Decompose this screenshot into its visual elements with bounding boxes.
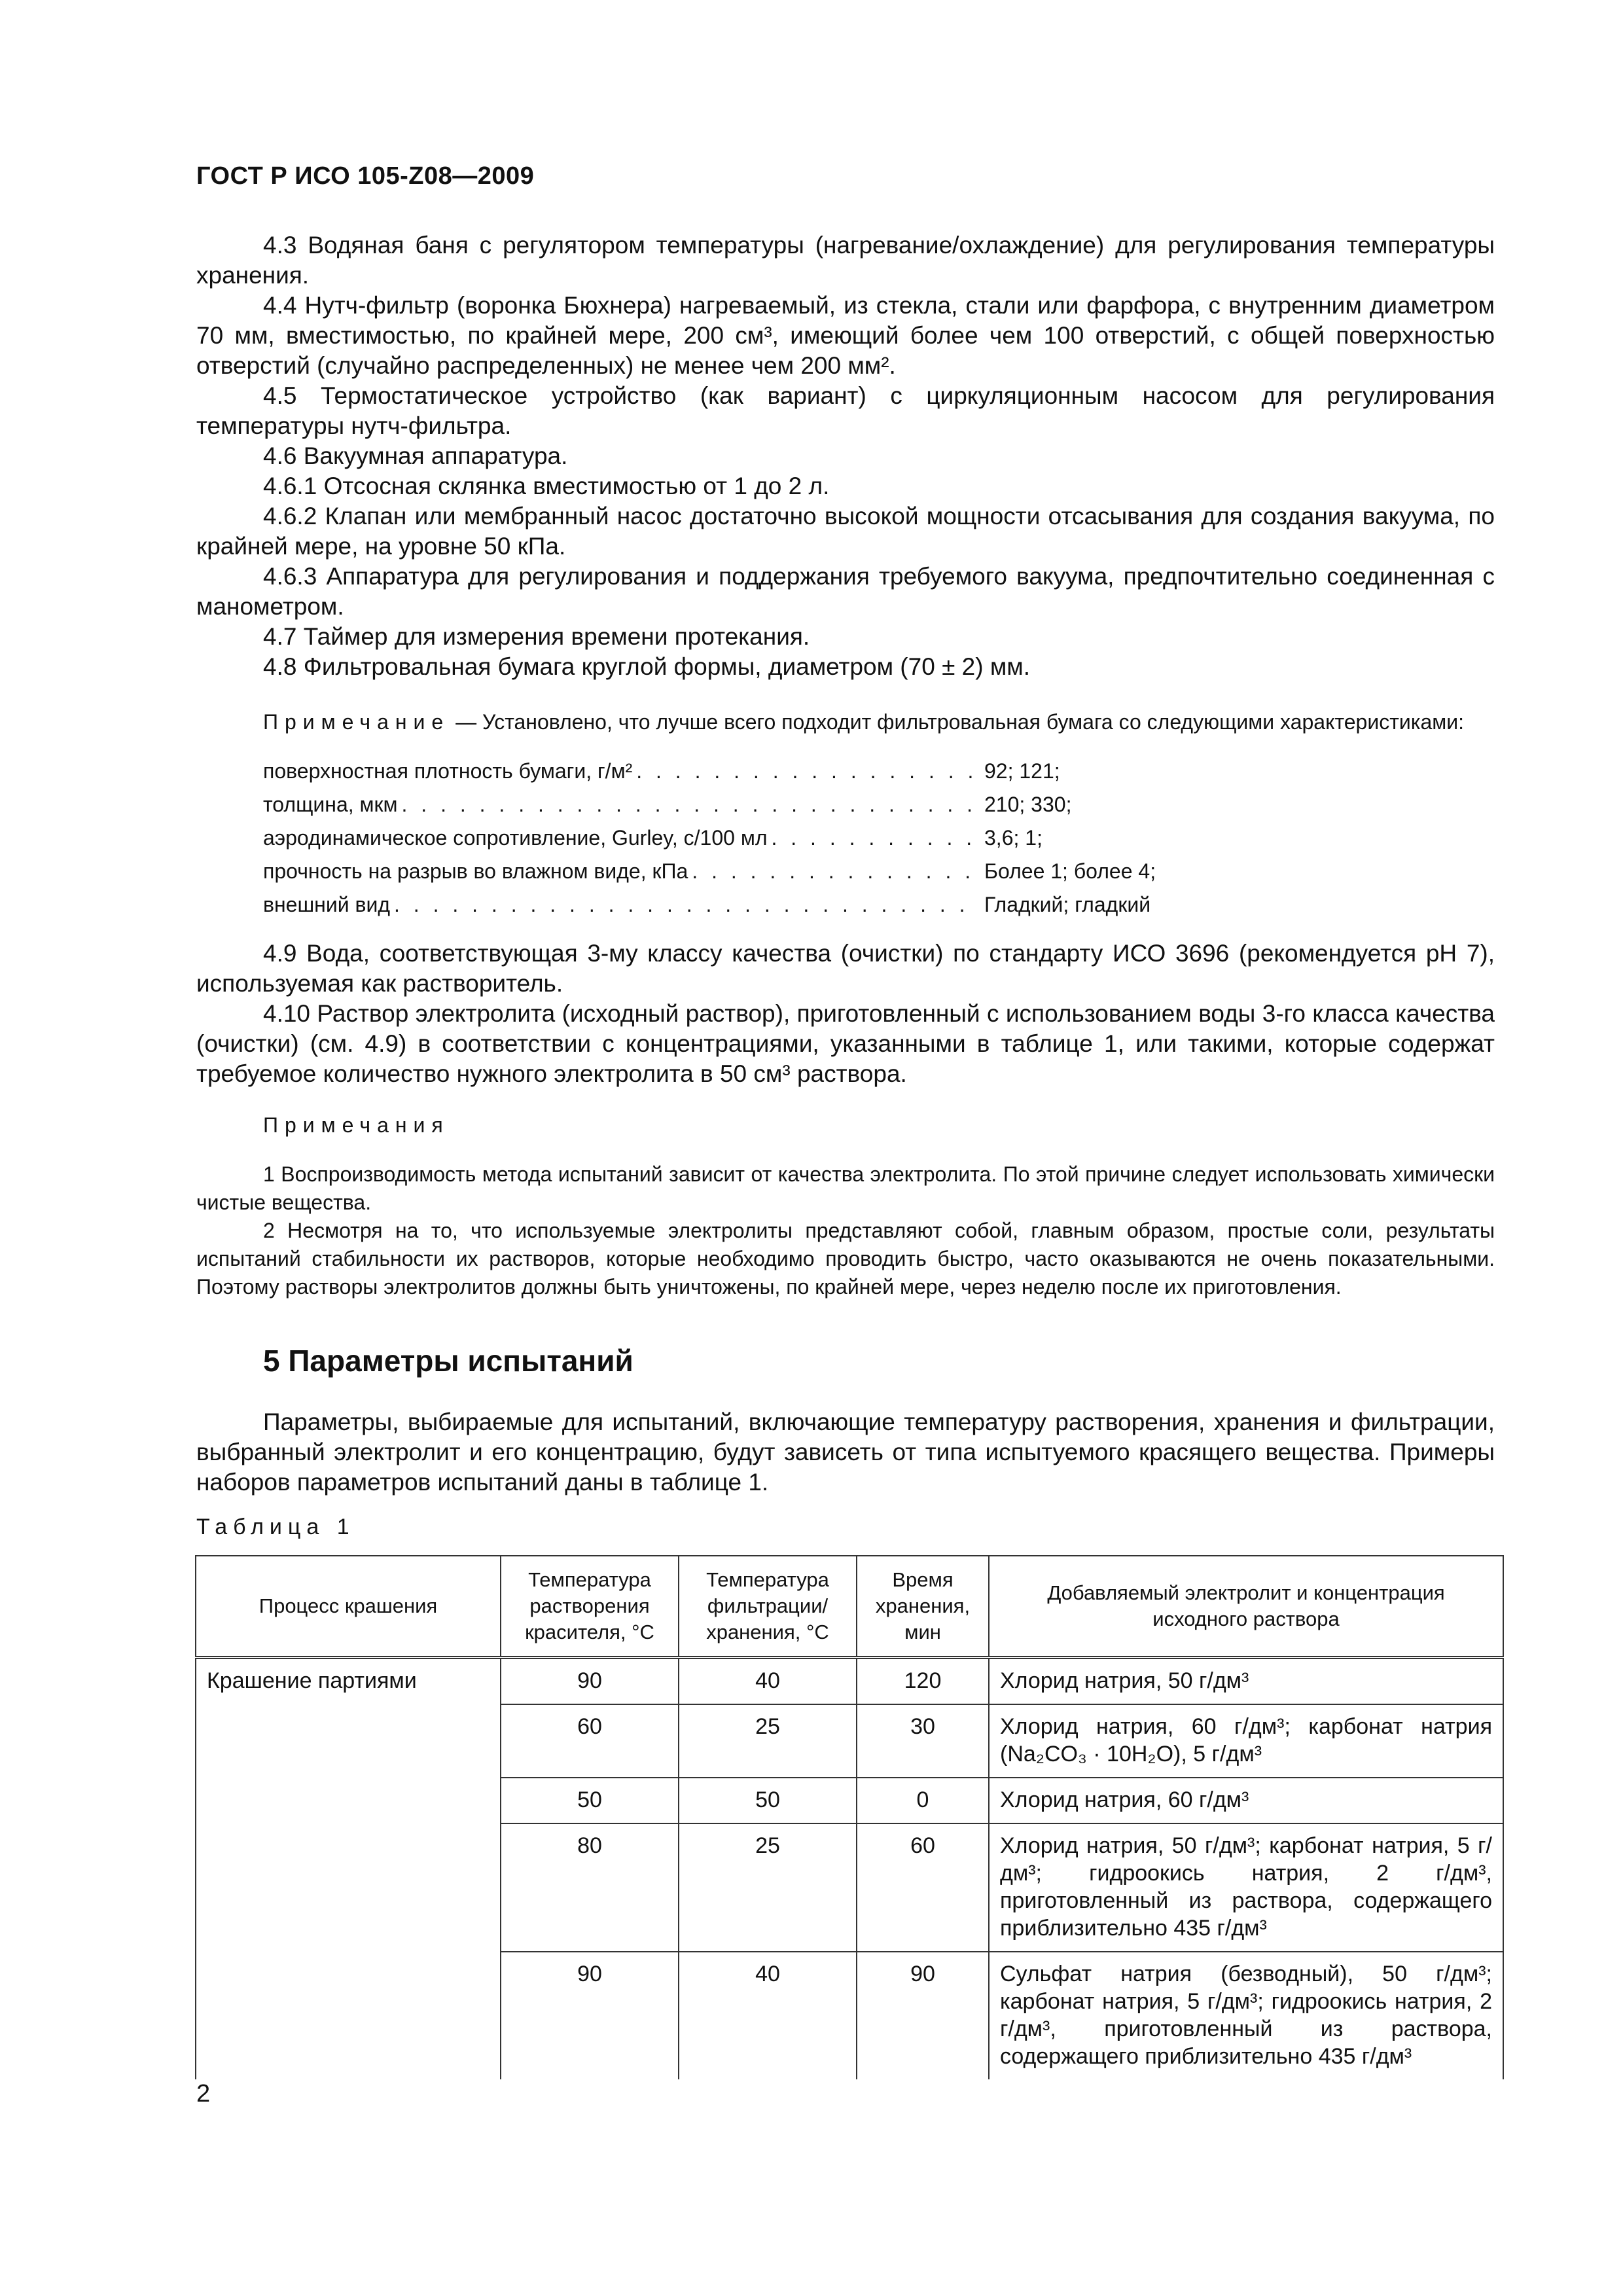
characteristic-row [263,824,1495,857]
paragraph-4-6-3: 4.6.3 Аппаратура для регулирования и поддержания требуемого вакуума, предпочтительно соединенная с манометром. [196,563,1495,620]
cell-filter-temp: 25 [679,1704,857,1778]
cell-storage-time: 0 [857,1778,989,1823]
cell-storage-time: 90 [857,1952,989,2079]
characteristic-value: Более 1; более 4; [984,859,1156,883]
cell-filter-temp: 50 [679,1778,857,1823]
cell-dissolve-temp: 60 [501,1704,679,1778]
header-electrolyte: Добавляемый электролит и концентрация исходного раствора [989,1556,1503,1658]
cell-electrolyte: Хлорид натрия, 60 г/дм³ [989,1778,1503,1823]
characteristic-label: внешний вид [263,893,390,916]
paragraph-4-6: 4.6 Вакуумная аппаратура. [263,442,568,469]
characteristic-label: прочность на разрыв во влажном виде, кПа [263,859,688,883]
characteristic-row [263,791,1495,824]
characteristic-label: поверхностная плотность бумаги, г/м² [263,759,633,783]
characteristic-value: 210; 330; [984,793,1072,816]
note-text [196,708,1495,736]
cell-process: Крашение партиями [196,1658,501,2080]
cell-dissolve-temp: 90 [501,1952,679,2079]
cell-electrolyte: Хлорид натрия, 50 г/дм³; карбонат натрия, 5 г/дм³; гидроокись натрия, 2 г/дм³, приготовленный из раствора, содержащего приблизительно 435 г/дм³ [989,1823,1503,1952]
paragraph-4-10: 4.10 Раствор электролита (исходный раствор), приготовленный с использованием воды 3-го класса качества (очистки) (см. 4.9) в соответствии с концентрациями, указанными в таблице 1, или такими, которые содержат требуемое количество нужного электролита в 50 см³ раствора. [196,1000,1495,1087]
paragraph-4-8: 4.8 Фильтровальная бумага круглой формы, диаметром (70 ± 2) мм. [263,653,1030,680]
cell-storage-time: 60 [857,1823,989,1952]
characteristic-value: 92; 121; [984,759,1060,783]
note-filter-paper [196,708,1495,924]
note-label: Примечание [263,710,450,734]
cell-electrolyte: Хлорид натрия, 50 г/дм³ [989,1658,1503,1705]
cell-dissolve-temp: 50 [501,1778,679,1823]
section-5-text: Параметры, выбираемые для испытаний, включающие температуру растворения, хранения и фильтрации, выбранный электролит и его концентрацию, будут зависеть от типа испытуемого красящего вещества. Примеры наборов параметров испытаний даны в таблице 1. [196,1408,1495,1496]
header-process: Процесс крашения [196,1556,501,1658]
cell-filter-temp: 40 [679,1952,857,2079]
cell-electrolyte: Хлорид натрия, 60 г/дм³; карбонат натрия (Na₂CO₃ · 10H₂O), 5 г/дм³ [989,1704,1503,1778]
paragraph-4-3: 4.3 Водяная баня с регулятором температуры (нагревание/охлаждение) для регулирования температуры хранения. [196,232,1495,289]
cell-storage-time: 30 [857,1704,989,1778]
characteristic-label: аэродинамическое сопротивление, Gurley, с/100 мл [263,826,768,850]
page-body [196,230,1495,2079]
note-item-2: 2 Несмотря на то, что используемые электролиты представляют собой, главным образом, простые соли, результаты испытаний стабильности их растворов, которые необходимо проводить быстро, часто оказываются не очень показательными. Поэтому растворы электролитов должны быть уничтожены, по крайней мере, через неделю после их приготовления. [196,1219,1495,1299]
paragraph-4-4: 4.4 Нутч-фильтр (воронка Бюхнера) нагреваемый, из стекла, стали или фарфора, с внутренним диаметром 70 мм, вместимостью, по крайней мере, 200 см³, имеющий более чем 100 отверстий, с общей поверхностью отверстий (случайно распределенных) не менее чем 200 мм². [196,292,1495,379]
characteristic-value: 3,6; 1; [984,826,1043,850]
characteristics-list [196,757,1495,924]
paragraph-4-6-1: 4.6.1 Отсосная склянка вместимостью от 1 до 2 л. [263,473,830,499]
characteristic-row [263,757,1495,791]
table-1 [195,1555,1504,2079]
note-body: — Установлено, что лучше всего подходит фильтровальная бумага со следующими характеристиками: [450,710,1464,734]
page-number: 2 [196,2080,211,2108]
table-row [196,1658,1503,1705]
cell-dissolve-temp: 80 [501,1823,679,1952]
cell-storage-time: 120 [857,1658,989,1705]
notes-label [196,1111,1495,1139]
table-caption: Таблица 1 [196,1515,355,1539]
header-filter-temp: Температура фильтрации/ хранения, °С [679,1556,857,1658]
cell-filter-temp: 40 [679,1658,857,1705]
characteristic-label: толщина, мкм [263,793,398,816]
header-storage-time: Время хранения, мин [857,1556,989,1658]
note-item-1: 1 Воспроизводимость метода испытаний зависит от качества электролита. По этой причине следует использовать химически чистые вещества. [196,1162,1495,1214]
characteristic-row [263,891,1495,924]
header-dissolve-temp: Температура растворения красителя, °С [501,1556,679,1658]
cell-electrolyte: Сульфат натрия (безводный), 50 г/дм³; карбонат натрия, 5 г/дм³; гидроокись натрия, 2 г/дм³, приготовленный из раствора, содержащего приблизительно 435 г/дм³ [989,1952,1503,2079]
paragraph-4-9: 4.9 Вода, соответствующая 3-му классу качества (очистки) по стандарту ИСО 3696 (рекомендуется pH 7), используемая как растворитель. [196,940,1495,997]
characteristic-value: Гладкий; гладкий [984,893,1151,916]
cell-filter-temp: 25 [679,1823,857,1952]
table-header-row [196,1556,1503,1658]
cell-dissolve-temp: 90 [501,1658,679,1705]
paragraph-4-7: 4.7 Таймер для измерения времени протекания. [263,623,810,650]
notes-electrolyte [196,1111,1495,1301]
characteristic-row [263,857,1495,891]
notes-label-text: Примечания [263,1113,450,1137]
document-header: ГОСТ Р ИСО 105-Z08—2009 [196,162,535,190]
section-5-title: 5 Параметры испытаний [263,1344,633,1378]
paragraph-4-6-2: 4.6.2 Клапан или мембранный насос достаточно высокой мощности отсасывания для создания вакуума, по крайней мере, на уровне 50 кПа. [196,503,1495,560]
paragraph-4-5: 4.5 Термостатическое устройство (как вариант) с циркуляционным насосом для регулирования температуры нутч-фильтра. [196,382,1495,439]
